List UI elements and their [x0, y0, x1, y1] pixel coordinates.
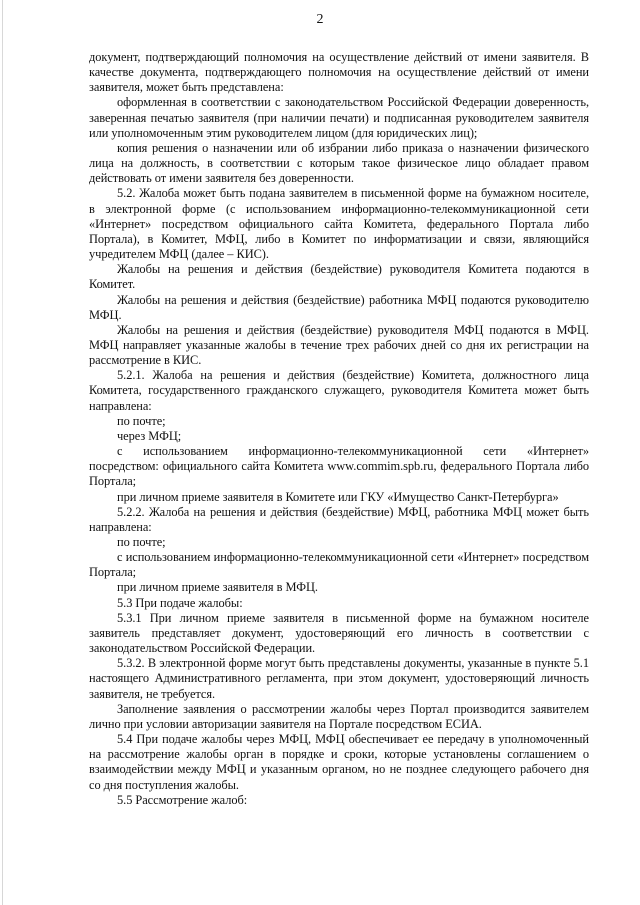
paragraph: копия решения о назначении или об избрании либо приказа о назначении физического лица на должность, в соответствии с которым такое физическое лицо обладает правом действовать от имени заявителя без доверенности. [89, 140, 589, 186]
paragraph: оформленная в соответствии с законодательством Российской Федерации доверенность, заверенная печатью заявителя (при наличии печати) и подписанная руководителем заявителя или уполномоченным этим руководителем лицом (для юридических лиц); [89, 95, 589, 140]
paragraph: документ, подтверждающий полномочия на осуществление действий от имени заявителя. В качестве документа, подтверждающего полномочия на осуществление действий от имени заявителя, может быть представлена: [89, 50, 589, 95]
paragraph: Жалобы на решения и действия (бездействие) работника МФЦ подаются руководителю МФЦ. [89, 292, 589, 322]
paragraph: при личном приеме заявителя в МФЦ. [117, 580, 318, 595]
paragraph: при личном приеме заявителя в Комитете или ГКУ «Имущество Санкт-Петербурга» [117, 489, 559, 504]
document-body [89, 50, 589, 808]
paragraph: с использованием информационно-телекоммуникационной сети «Интернет» посредством Портала; [89, 550, 589, 580]
paragraph: Заполнение заявления о рассмотрении жалобы через Портал производится заявителем лично при условии авторизации заявителя на Портале посредством ЕСИА. [89, 701, 589, 731]
paragraph: с использованием информационно-телекоммуникационной сети «Интернет» посредством: официального сайта Комитета www.commim.spb.ru, федерального Портала либо Портала; [89, 444, 589, 489]
paragraph: 5.2.1. Жалоба на решения и действия (бездействие) Комитета, должностного лица Комитета, государственного гражданского служащего, руководителя Комитета может быть направлена: [89, 368, 589, 413]
paragraph: 5.2.2. Жалоба на решения и действия (бездействие) МФЦ, работника МФЦ может быть направлена: [89, 504, 589, 534]
scan-edge [2, 0, 3, 905]
paragraph: через МФЦ; [117, 428, 182, 443]
paragraph: 5.2. Жалоба может быть подана заявителем в письменной форме на бумажном носителе, в электронной форме (с использованием информационно-телекоммуникационной сети «Интернет» посредством официального сайта Комитета, федерального Портала либо Портала), в Комитет, МФЦ, либо в Комитет по информатизации и связи, являющийся учредителем МФЦ (далее – КИС). [89, 186, 589, 262]
paragraph: 5.3.1 При личном приеме заявителя в письменной форме на бумажном носителе заявитель представляет документ, удостоверяющий его личность в соответствии с законодательством Российской Федерации. [89, 610, 589, 656]
paragraph: 5.4 При подаче жалобы через МФЦ, МФЦ обеспечивает ее передачу в уполномоченный на рассмотрение жалобы орган в порядке и сроки, которые установлены соглашением о взаимодействии между МФЦ и указанным органом, но не позднее следующего рабочего дня со дня поступления жалобы. [89, 732, 589, 792]
paragraph: 5.5 Рассмотрение жалоб: [117, 792, 248, 807]
paragraph: Жалобы на решения и действия (бездействие) руководителя МФЦ подаются в МФЦ. МФЦ направляет указанные жалобы в течение трех рабочих дней со дня их регистрации на рассмотрение в КИС. [89, 322, 589, 368]
page-number: 2 [316, 12, 324, 27]
paragraph: 5.3 При подаче жалобы: [117, 595, 243, 610]
paragraph: по почте; [117, 535, 166, 549]
paragraph: Жалобы на решения и действия (бездействие) руководителя Комитета подаются в Комитет. [89, 262, 589, 292]
paragraph: 5.3.2. В электронной форме могут быть представлены документы, указанные в пункте 5.1 настоящего Административного регламента, при этом документ, удостоверяющий личность заявителя, не требуется. [89, 656, 589, 701]
paragraph: по почте; [117, 413, 166, 428]
